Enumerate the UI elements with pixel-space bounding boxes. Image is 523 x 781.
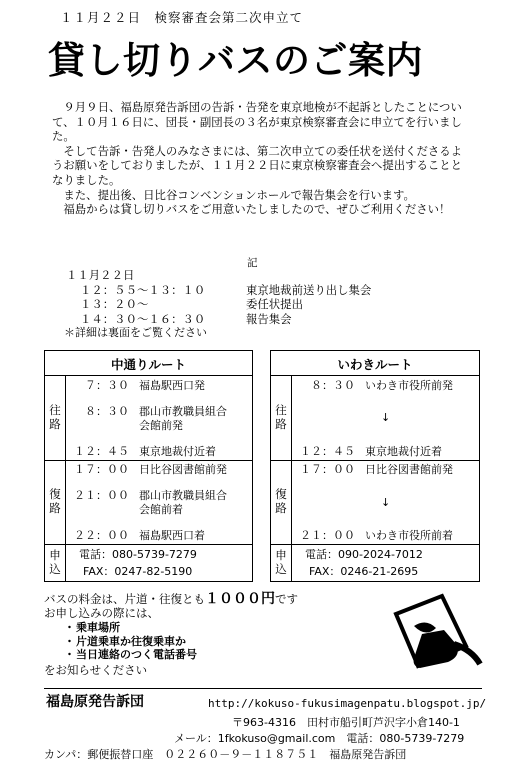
header-date-line: １１月２２日 検察審査会第二次申立て [60, 10, 304, 25]
list-item: ・ 当日連絡のつく電話番号 [64, 648, 197, 661]
footer-contact: メール：1fkokuso@gmail.com 電話：080-5739-7279 [174, 732, 465, 745]
apply-items [64, 621, 197, 662]
outbound-label: 往路 [275, 403, 287, 431]
return-label: 復路 [49, 487, 61, 515]
arrow-down: ↓ [381, 496, 391, 509]
timetable-row: ７：３０ 福島駅西口発 [85, 379, 205, 392]
schedule-time: １３：２０～ [80, 297, 149, 312]
schedule-time: １４：３０～１６：３０ [80, 311, 206, 326]
schedule-event: 委任状提出 [246, 297, 303, 312]
schedule-time: １２：５５～１３：１０ [80, 282, 206, 297]
route-name: 中通りルート [110, 357, 186, 372]
timetable-row: ８：３０ 郡山市教職員組合 [85, 405, 227, 418]
schedule-event: 東京地裁前送り出し集会 [246, 282, 372, 297]
timetable-row: １２：４５ 東京地裁付近着 [300, 445, 442, 458]
apply-fax: FAX：0247-82-5190 [83, 565, 193, 578]
fee-prefix: バスの料金は、片道・往復とも [44, 592, 205, 606]
timetable-row: １２：４５ 東京地裁付近着 [74, 445, 216, 458]
apply-tel: 電話：090-2024-7012 [305, 548, 423, 561]
timetable-row: 会館前発 [139, 419, 183, 432]
schedule-event: 報告集会 [246, 311, 292, 326]
timetable-row: ２２：００ 福島駅西口着 [74, 529, 205, 542]
route-name: いわきルート [337, 357, 413, 372]
outbound-label: 往路 [49, 403, 61, 431]
apply-tel: 電話：080-5739-7279 [79, 548, 197, 561]
apply-intro: お申し込みの際には、 [44, 605, 159, 620]
list-item: ・ 乗車場所 [64, 621, 120, 634]
intro-paragraph: ９月９日、福島原発告訴団の告訴・告発を東京地検が不起訴としたことについて、１０月１６日に、団長・副団長の３名が東京検察審査会に申立てを行いました。 [52, 100, 462, 144]
intro-paragraph: 福島からは貸し切りバスをご用意いたしましたので、ぜひご利用ください！ [52, 202, 451, 217]
schedule-date: １１月２２日 [66, 268, 135, 282]
schedule-row [66, 297, 371, 312]
timetable-row: ２１：００ 郡山市教職員組合 [74, 489, 227, 502]
apply-fax: FAX：0246-21-2695 [309, 565, 419, 578]
timetable-row: 会館前着 [139, 503, 183, 516]
fee-amount: １０００円 [205, 591, 275, 607]
route-table-nakadori [44, 350, 253, 582]
fee-text [44, 593, 298, 620]
apply-label: 申込 [49, 548, 61, 576]
intro-paragraph: そして告訴・告発人のみなさまには、第二次申立ての委任状を送付くださるようお願いをしておりましたが、１１月２２日に東京検察審査会へ提出することとなりました。 [52, 143, 463, 187]
fee-closing: をお知らせください [44, 663, 148, 677]
schedule [66, 268, 371, 341]
page-title: 貸し切りバスのご案内 [48, 39, 423, 82]
arrow-down: ↓ [381, 411, 391, 424]
org-name: 福島原発告訴団 [46, 694, 144, 710]
ki-heading: 記 [247, 257, 258, 269]
bus-ticket-illustration [384, 590, 484, 674]
footer-address: 〒963-4316 田村市船引町芦沢字小倉140-1 [232, 716, 460, 729]
intro-paragraph: また、提出後、日比谷コンベンションホールで報告集会を行います。 [52, 187, 415, 202]
schedule-row [66, 283, 371, 298]
timetable-row: １７：００ 日比谷図書館前発 [74, 463, 227, 476]
intro-text [52, 100, 472, 217]
footer-url[interactable]: http://kokuso-fukusimagenpatu.blogspot.jp/ [208, 697, 487, 710]
route-table-iwaki [270, 350, 480, 582]
schedule-row [66, 312, 371, 327]
timetable-row: １７：００ 日比谷図書館前発 [300, 463, 453, 476]
timetable-row: ２１：００ いわき市役所前着 [300, 529, 453, 542]
timetable-row: ８：３０ いわき市役所前発 [311, 379, 453, 392]
list-item: ・ 片道乗車か往復乗車か [64, 634, 186, 648]
apply-label: 申込 [275, 548, 287, 576]
fee-suffix: です [275, 592, 298, 606]
return-label: 復路 [275, 487, 287, 515]
footer-kanpa: カンパ：郵便振替口座 ０２２６０－９－１１８７５１ 福島原発告訴団 [44, 748, 407, 761]
schedule-note: ＊詳細は裏面をご覧ください [64, 326, 207, 340]
